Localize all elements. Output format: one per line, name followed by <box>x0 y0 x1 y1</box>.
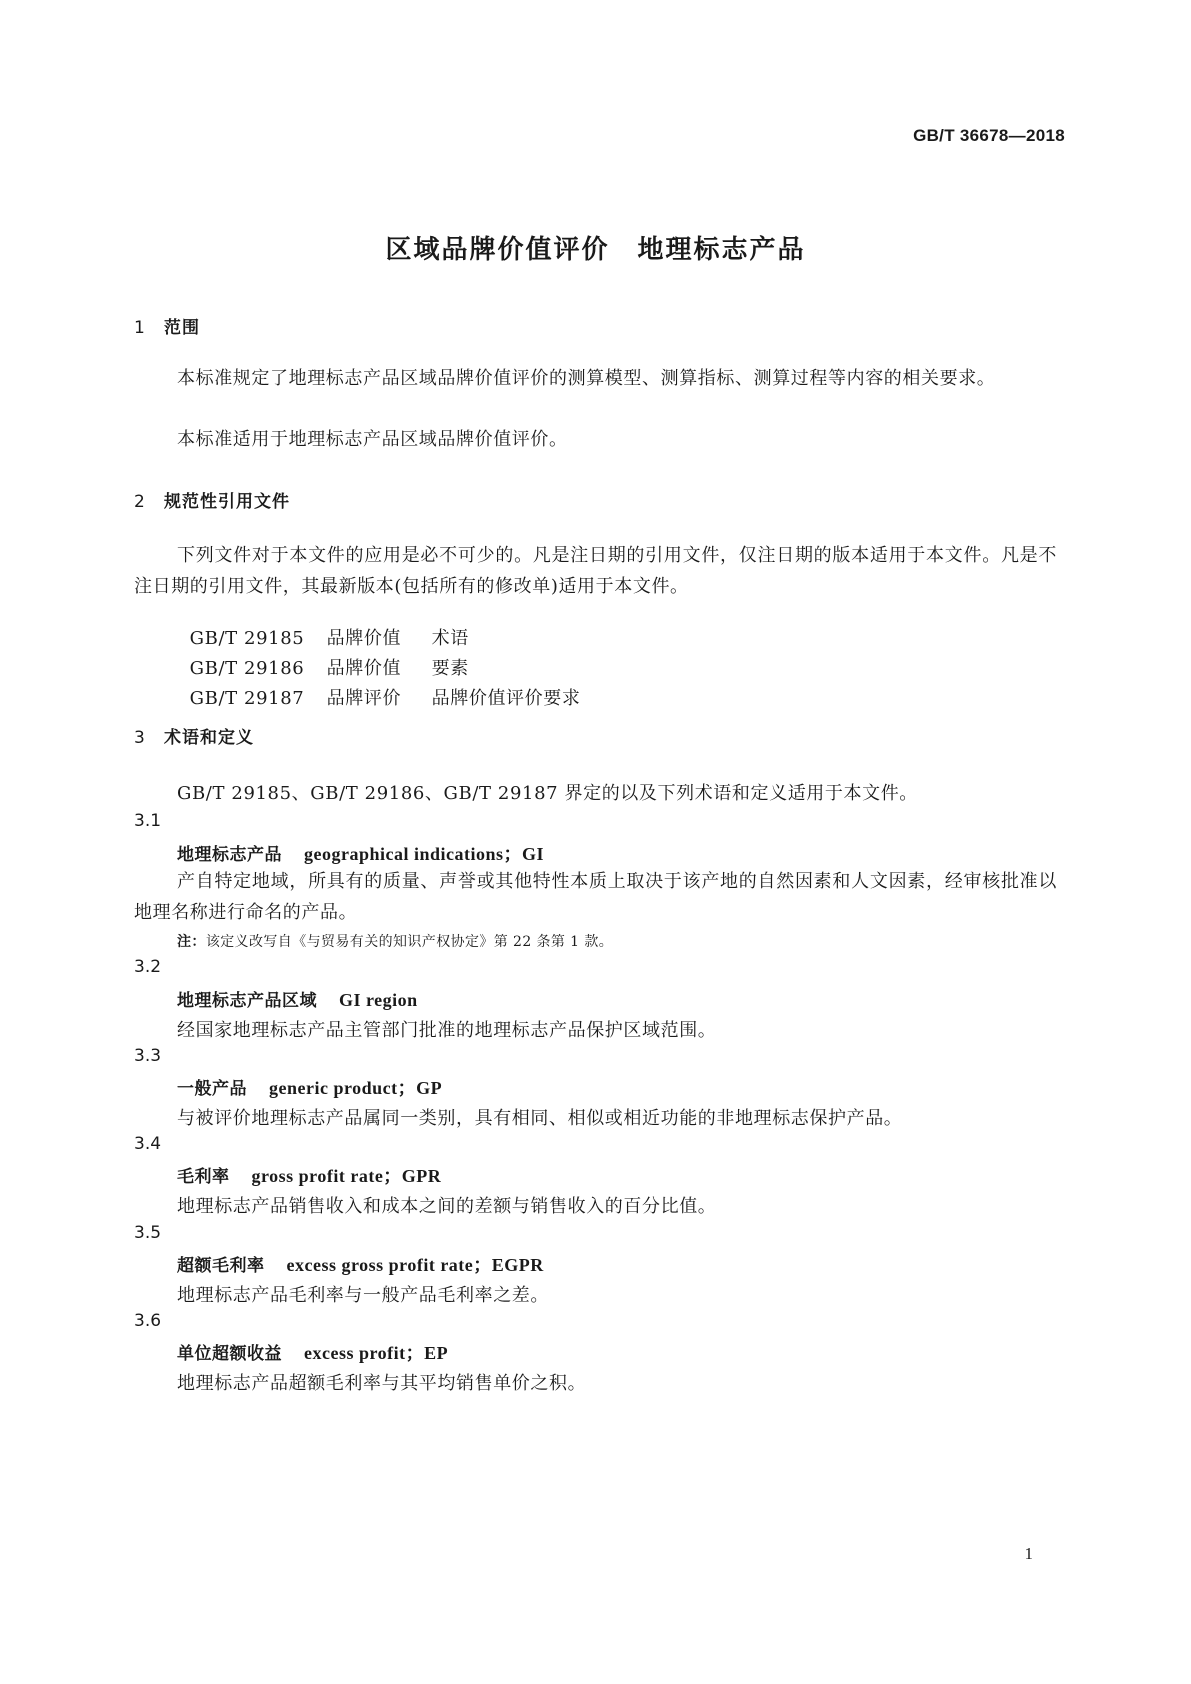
section-1-paragraph-1: 本标准规定了地理标志产品区域品牌价值评价的测算模型、测算指标、测算过程等内容的相关要求。 <box>177 368 996 389</box>
term-definition: 地理标志产品毛利率与一般产品毛利率之差。 <box>177 1285 549 1306</box>
term-name-zh: 超额毛利率 <box>177 1256 265 1276</box>
reference-code: GB/T 29185 <box>189 628 305 649</box>
term-name-en: geographical indications；GI <box>304 844 545 864</box>
reference-title-part-1: 品牌价值 <box>326 658 402 679</box>
term-definition: 经国家地理标志产品主管部门批准的地理标志产品保护区域范围。 <box>177 1020 717 1041</box>
term-definition: 地理标志产品超额毛利率与其平均销售单价之积。 <box>177 1373 587 1394</box>
term-number: 3.1 <box>134 811 162 831</box>
term-name-en: GI region <box>339 990 418 1010</box>
reference-item <box>177 663 580 710</box>
reference-title-part-2: 要素 <box>431 658 469 679</box>
term-name <box>177 1074 442 1100</box>
term-number: 3.2 <box>134 957 162 977</box>
reference-title-part-2: 品牌价值评价要求 <box>431 688 581 709</box>
section-title: 术语和定义 <box>164 728 254 748</box>
term-number: 3.6 <box>134 1311 162 1331</box>
term-name-en: excess gross profit rate；EGPR <box>286 1255 544 1275</box>
note-label: 注： <box>177 934 206 950</box>
term-definition: 产自特定地域，所具有的质量、声誉或其他特性本质上取决于该产地的自然因素和人文因素，经审核批准以地理名称进行命名的产品。 <box>134 871 1057 923</box>
term-name-zh: 单位超额收益 <box>177 1344 282 1364</box>
term-number: 3.5 <box>134 1223 162 1243</box>
term-name <box>177 840 544 866</box>
term-name <box>177 986 418 1011</box>
term-number: 3.4 <box>134 1134 162 1154</box>
term-name-zh: 毛利率 <box>177 1167 230 1187</box>
term-name-en: excess profit；EP <box>304 1343 449 1363</box>
section-number: 3 <box>134 728 146 748</box>
term-name-en: gross profit rate；GPR <box>251 1166 442 1186</box>
term-name <box>177 1339 448 1365</box>
standard-code: GB/T 36678—2018 <box>913 126 1065 145</box>
document-title: 区域品牌价值评价 地理标志产品 <box>385 235 806 265</box>
reference-title-part-1: 品牌价值 <box>326 628 402 649</box>
reference-title-part-1: 品牌评价 <box>326 688 402 709</box>
reference-code: GB/T 29187 <box>189 688 305 709</box>
section-3-intro: GB/T 29185、GB/T 29186、GB/T 29187 界定的以及下列术语和定义适用于本文件。 <box>177 783 918 804</box>
section-number: 1 <box>134 318 146 338</box>
term-name <box>177 1162 441 1188</box>
reference-title-part-2: 术语 <box>431 628 469 649</box>
term-name-zh: 地理标志产品区域 <box>177 991 317 1011</box>
term-name-en: generic product；GP <box>269 1078 443 1098</box>
section-number: 2 <box>134 492 146 512</box>
section-2-heading <box>134 487 290 512</box>
page-number: 1 <box>1024 1544 1033 1563</box>
section-3-heading <box>134 723 254 748</box>
term-name-zh: 一般产品 <box>177 1079 247 1099</box>
term-number: 3.3 <box>134 1046 162 1066</box>
note-text: 该定义改写自《与贸易有关的知识产权协定》第 22 条第 1 款。 <box>205 934 614 950</box>
section-2-paragraph: 下列文件对于本文件的应用是必不可少的。凡是注日期的引用文件，仅注日期的版本适用于本文件。凡是不注日期的引用文件，其最新版本(包括所有的修改单)适用于本文件。 <box>134 545 1057 597</box>
term-definition: 地理标志产品销售收入和成本之间的差额与销售收入的百分比值。 <box>177 1196 717 1217</box>
term-note <box>177 931 613 951</box>
reference-code: GB/T 29186 <box>189 658 305 679</box>
term-name <box>177 1251 544 1277</box>
term-name-zh: 地理标志产品 <box>177 845 282 865</box>
term-definition: 与被评价地理标志产品属同一类别，具有相同、相似或相近功能的非地理标志保护产品。 <box>177 1108 903 1129</box>
section-1-paragraph-2: 本标准适用于地理标志产品区域品牌价值评价。 <box>177 429 568 450</box>
section-title: 规范性引用文件 <box>164 492 290 512</box>
section-1-heading <box>134 313 200 338</box>
section-title: 范围 <box>164 318 200 338</box>
